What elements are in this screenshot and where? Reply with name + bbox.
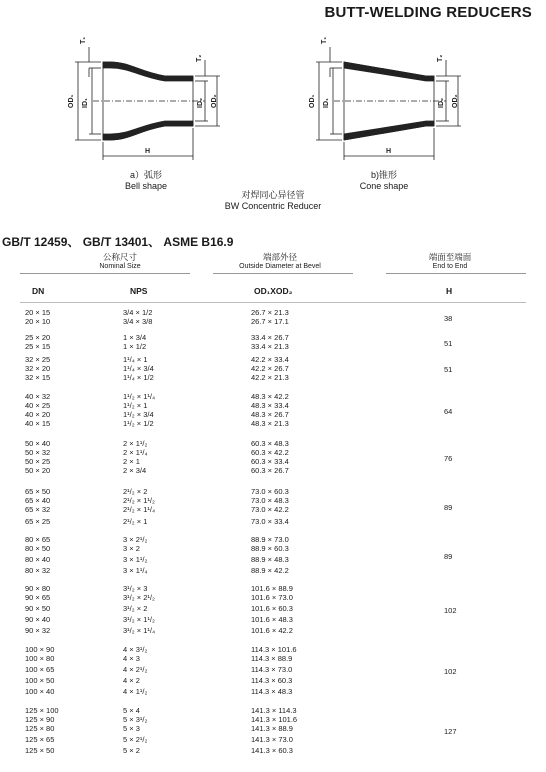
h-cell: 89	[444, 551, 453, 561]
od-cell: 101.6 × 48.3	[251, 615, 293, 624]
standards-heading: GB/T 12459、 GB/T 13401、 ASME B16.9	[2, 235, 234, 249]
od-cell: 73.0 × 60.3	[251, 487, 289, 496]
bell-caption: a）弧形 Bell shape	[124, 170, 168, 191]
od-cell: 88.9 × 42.2	[251, 566, 289, 575]
dn-cell: 80 × 32	[25, 566, 51, 575]
bell-reducer-drawing	[55, 22, 235, 172]
dn-cell: 125 × 65	[25, 735, 55, 744]
dn-cell: 50 × 25	[25, 457, 51, 466]
nps-cell: 2 × 1¹/₂	[123, 439, 148, 448]
nps-cell: 5 × 4	[123, 706, 140, 715]
dn-cell: 90 × 32	[25, 626, 51, 635]
h-header: 端面至端面 End to End	[428, 252, 472, 270]
header-divider	[20, 273, 190, 274]
dn-cell: 125 × 80	[25, 724, 55, 733]
t1-label: T₁	[321, 36, 328, 44]
h-label: H	[386, 148, 392, 155]
nps-cell: 2 × 3/4	[123, 466, 147, 475]
nps-cell: 3 × 1¹/₂	[123, 555, 148, 564]
id1-label: ID₁	[323, 98, 330, 108]
nps-cell: 5 × 3	[123, 724, 140, 733]
col-dn: DN	[32, 286, 45, 296]
cone-reducer-drawing	[296, 22, 476, 172]
dn-cell: 40 × 32	[25, 392, 51, 401]
nps-cell: 1¹/₂ × 1/2	[123, 419, 154, 428]
nps-cell: 3 × 1¹/₄	[123, 566, 148, 575]
od-cell: 60.3 × 42.2	[251, 448, 289, 457]
od-cell: 141.3 × 114.3	[251, 706, 297, 715]
nps-cell: 2¹/₂ × 2	[123, 487, 148, 496]
od-cell: 101.6 × 73.0	[251, 593, 293, 602]
cone-caption: b)锥形 Cone shape	[359, 170, 409, 191]
nps-cell: 3/4 × 1/2	[123, 308, 153, 317]
nps-cell: 3¹/₂ × 2	[123, 604, 148, 613]
nps-cell: 2¹/₂ × 1¹/₂	[123, 496, 155, 505]
t2-label: T₂	[196, 54, 203, 62]
nps-cell: 4 × 1¹/₂	[123, 687, 148, 696]
od-cell: 141.3 × 73.0	[251, 735, 293, 744]
h-cell: 38	[444, 313, 453, 323]
dn-cell: 125 × 100	[25, 706, 59, 715]
od-cell: 101.6 × 60.3	[251, 604, 293, 613]
od-cell: 114.3 × 101.6	[251, 645, 297, 654]
od-cell: 114.3 × 88.9	[251, 654, 293, 663]
od-cell: 141.3 × 88.9	[251, 724, 293, 733]
dn-cell: 25 × 20	[25, 333, 51, 342]
dn-cell: 65 × 40	[25, 496, 51, 505]
od-cell: 26.7 × 17.1	[251, 317, 289, 326]
dn-cell: 50 × 40	[25, 439, 51, 448]
dn-cell: 80 × 40	[25, 555, 51, 564]
col-nps: NPS	[130, 286, 148, 296]
nps-cell: 4 × 2¹/₂	[123, 665, 148, 674]
nps-cell: 1 × 3/4	[123, 333, 147, 342]
dn-cell: 65 × 50	[25, 487, 51, 496]
dn-cell: 90 × 50	[25, 604, 51, 613]
od-cell: 33.4 × 26.7	[251, 333, 289, 342]
od-cell: 114.3 × 73.0	[251, 665, 293, 674]
h-cell: 102	[444, 667, 457, 676]
nps-cell: 1¹/₂ × 1¹/₄	[123, 392, 156, 401]
nps-cell: 2¹/₂ × 1¹/₄	[123, 505, 156, 514]
nps-cell: 3/4 × 3/8	[123, 317, 153, 326]
dn-cell: 25 × 15	[25, 342, 51, 351]
t1-label: T₁	[80, 36, 87, 44]
dn-cell: 50 × 32	[25, 448, 51, 457]
nps-cell: 1¹/₂ × 3/4	[123, 410, 154, 419]
nps-cell: 1¹/₄ × 1	[123, 355, 148, 364]
header-divider	[213, 273, 353, 274]
figure-caption: 对焊同心异径管 BW Concentric Reducer	[224, 190, 322, 211]
od-header: 端部外径 Outside Diameter at Bevel	[239, 252, 321, 270]
id2-label: ID₂	[197, 97, 204, 108]
od2-label: OD₂	[452, 94, 459, 108]
od-cell: 73.0 × 48.3	[251, 496, 289, 505]
od-cell: 88.9 × 48.3	[251, 555, 289, 564]
nps-cell: 4 × 2	[123, 676, 140, 685]
nps-cell: 1¹/₄ × 3/4	[123, 364, 154, 373]
od-cell: 141.3 × 60.3	[251, 746, 293, 755]
h-cell: 51	[444, 365, 453, 374]
dn-cell: 65 × 32	[25, 505, 51, 514]
dn-cell: 125 × 90	[25, 715, 55, 724]
h-cell: 127	[444, 727, 457, 736]
od-cell: 114.3 × 48.3	[251, 687, 293, 696]
dn-cell: 50 × 20	[25, 466, 51, 475]
od-cell: 26.7 × 21.3	[251, 308, 289, 317]
h-cell: 76	[444, 453, 453, 463]
dn-cell: 100 × 50	[25, 676, 55, 685]
dn-cell: 65 × 25	[25, 517, 51, 526]
nps-cell: 2 × 1¹/₄	[123, 448, 148, 457]
h-label: H	[145, 148, 151, 155]
od-cell: 48.3 × 33.4	[251, 401, 289, 410]
dn-cell: 20 × 10	[25, 317, 51, 326]
nps-cell: 5 × 2	[123, 746, 140, 755]
od-cell: 33.4 × 21.3	[251, 342, 289, 351]
od-cell: 73.0 × 33.4	[251, 517, 289, 526]
nps-cell: 3¹/₂ × 3	[123, 584, 148, 593]
od-cell: 48.3 × 42.2	[251, 392, 289, 401]
dn-cell: 20 × 15	[25, 308, 51, 317]
nps-cell: 1 × 1/2	[123, 342, 147, 351]
header-divider	[386, 273, 526, 274]
nps-cell: 3 × 2¹/₂	[123, 535, 148, 544]
od-cell: 141.3 × 101.6	[251, 715, 298, 724]
od-cell: 42.2 × 33.4	[251, 355, 289, 364]
dn-cell: 100 × 80	[25, 654, 55, 663]
od1-label: OD₁	[309, 94, 316, 108]
od-cell: 101.6 × 42.2	[251, 626, 293, 635]
nps-cell: 2¹/₂ × 1	[123, 517, 148, 526]
h-cell: 64	[444, 406, 453, 416]
nps-cell: 3 × 2	[123, 544, 140, 553]
dn-cell: 80 × 65	[25, 535, 51, 544]
dn-cell: 125 × 50	[25, 746, 55, 755]
dn-cell: 90 × 80	[25, 584, 51, 593]
dn-cell: 80 × 50	[25, 544, 51, 553]
od-cell: 60.3 × 48.3	[251, 439, 289, 448]
od1-label: OD₁	[68, 94, 75, 108]
nps-cell: 5 × 2¹/₂	[123, 735, 148, 744]
nps-cell: 3¹/₂ × 1¹/₄	[123, 626, 156, 635]
dn-cell: 90 × 40	[25, 615, 51, 624]
col-od: OD₁XOD₂	[254, 286, 293, 296]
nps-cell: 3¹/₂ × 2¹/₂	[123, 593, 155, 602]
page-title: BUTT-WELDING REDUCERS	[324, 4, 532, 21]
h-cell: 89	[444, 503, 453, 512]
t2-label: T₂	[437, 54, 444, 62]
dn-cell: 100 × 90	[25, 645, 55, 654]
h-cell: 102	[444, 606, 457, 615]
dn-cell: 40 × 20	[25, 410, 51, 419]
nps-cell: 4 × 3¹/₂	[123, 645, 148, 654]
nps-cell: 3¹/₂ × 1¹/₂	[123, 615, 155, 624]
od-cell: 48.3 × 21.3	[251, 419, 289, 428]
id2-label: ID₂	[438, 97, 445, 108]
h-cell: 51	[444, 338, 453, 348]
nps-cell: 1¹/₂ × 1	[123, 401, 148, 410]
od-cell: 73.0 × 42.2	[251, 505, 289, 514]
od-cell: 60.3 × 33.4	[251, 457, 289, 466]
nominal-size-header: 公称尺寸 Nominal Size	[99, 252, 141, 270]
od-cell: 42.2 × 26.7	[251, 364, 289, 373]
col-h: H	[446, 286, 453, 296]
od-cell: 88.9 × 73.0	[251, 535, 289, 544]
dn-cell: 40 × 15	[25, 419, 51, 428]
nps-cell: 2 × 1	[123, 457, 140, 466]
dn-cell: 90 × 65	[25, 593, 51, 602]
od-cell: 48.3 × 26.7	[251, 410, 289, 419]
nps-cell: 1¹/₄ × 1/2	[123, 373, 154, 382]
dn-cell: 32 × 15	[25, 373, 51, 382]
dn-cell: 32 × 25	[25, 355, 51, 364]
dn-cell: 40 × 25	[25, 401, 51, 410]
column-divider	[20, 302, 526, 303]
od-cell: 114.3 × 60.3	[251, 676, 293, 685]
dn-cell: 100 × 40	[25, 687, 55, 696]
dn-cell: 100 × 65	[25, 665, 55, 674]
od-cell: 88.9 × 60.3	[251, 544, 289, 553]
od-cell: 42.2 × 21.3	[251, 373, 289, 382]
od-cell: 60.3 × 26.7	[251, 466, 289, 475]
od-cell: 101.6 × 88.9	[251, 584, 293, 593]
nps-cell: 4 × 3	[123, 654, 140, 663]
od2-label: OD₂	[211, 94, 218, 108]
id1-label: ID₁	[82, 98, 89, 108]
dn-cell: 32 × 20	[25, 364, 51, 373]
nps-cell: 5 × 3¹/₂	[123, 715, 148, 724]
